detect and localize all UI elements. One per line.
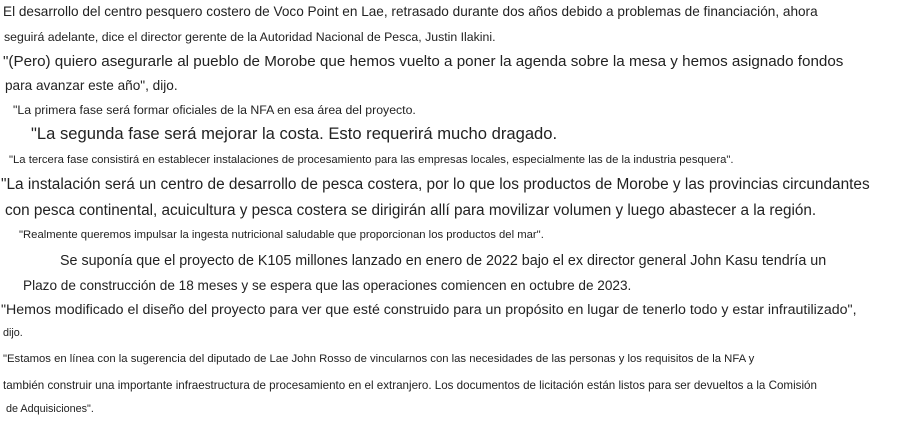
text-line-10: "Realmente queremos impulsar la ingesta nutricional saludable que proporcionan los productos del mar". xyxy=(19,229,544,241)
text-line-15: "Estamos en línea con la sugerencia del diputado de Lae John Rosso de vincularnos con las necesidades de las personas y los requisitos de la NFA y xyxy=(3,353,755,365)
text-line-5: "La primera fase será formar oficiales de la NFA en esa área del proyecto. xyxy=(13,103,416,117)
text-line-2: seguirá adelante, dice el director gerente de la Autoridad Nacional de Pesca, Justin Ilakini. xyxy=(4,30,496,44)
text-line-16: también construir una importante infraestructura de procesamiento en el extranjero. Los documentos de licitación están listos para ser devueltos a la Comisión xyxy=(3,379,817,392)
text-line-3: "(Pero) quiero asegurarle al pueblo de Morobe que hemos vuelto a poner la agenda sobre la mesa y hemos asignado fondos xyxy=(3,53,844,70)
text-line-11: Se suponía que el proyecto de K105 millones lanzado en enero de 2022 bajo el ex director general John Kasu tendría un xyxy=(60,253,827,269)
text-line-7: "La tercera fase consistirá en establecer instalaciones de procesamiento para las empresas locales, especialmente las de la industria pesquera". xyxy=(9,154,734,166)
text-line-12: Plazo de construcción de 18 meses y se espera que las operaciones comiencen en octubre de 2023. xyxy=(23,278,632,293)
text-line-9: con pesca continental, acuicultura y pesca costera se dirigirán allí para movilizar volumen y luego abastecer a la región. xyxy=(5,202,817,219)
text-line-14: dijo. xyxy=(3,327,23,339)
text-line-6: "La segunda fase será mejorar la costa. Esto requerirá mucho dragado. xyxy=(31,124,558,143)
text-line-17: de Adquisiciones". xyxy=(6,403,94,415)
text-line-13: "Hemos modificado el diseño del proyecto para ver que esté construido para un propósito en lugar de tenerlo todo y estar infrautilizado", xyxy=(1,302,857,318)
text-line-1: El desarrollo del centro pesquero costero de Voco Point en Lae, retrasado durante dos años debido a problemas de financiación, ahora xyxy=(3,4,818,19)
text-line-4: para avanzar este año", dijo. xyxy=(5,78,178,93)
text-line-8: "La instalación será un centro de desarrollo de pesca costera, por lo que los productos de Morobe y las provincias circundantes xyxy=(1,176,870,193)
